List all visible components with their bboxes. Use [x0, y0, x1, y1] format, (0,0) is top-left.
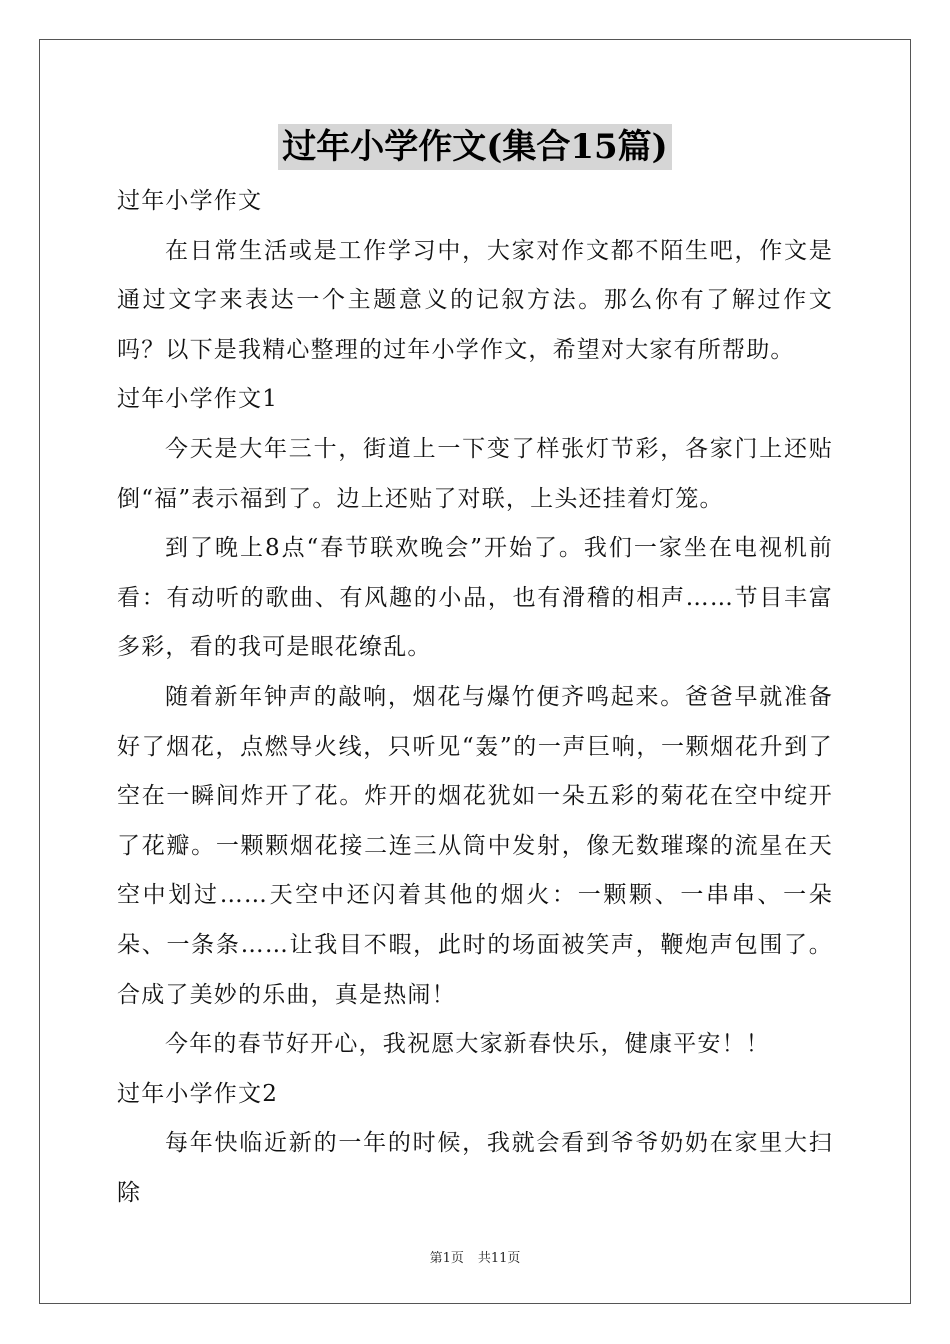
document-title: 过年小学作文(集合15篇) [278, 124, 672, 170]
paragraph: 每年快临近新的一年的时候，我就会看到爷爷奶奶在家里大扫除 [117, 1130, 833, 1206]
paragraph: 今天是大年三十，街道上一下变了样张灯节彩，各家门上还贴倒“福”表示福到了。边上还贴了对联，上头还挂着灯笼。 [117, 435, 833, 512]
title-container [0, 124, 950, 170]
page-number: 第1页 [429, 1251, 464, 1266]
total-pages: 共11页 [477, 1251, 521, 1266]
page-footer [0, 1247, 950, 1266]
document-body [117, 177, 833, 1218]
section-heading: 过年小学作文1 [117, 386, 279, 413]
section-heading: 过年小学作文2 [117, 1080, 279, 1107]
paragraph: 今年的春节好开心，我祝愿大家新春快乐，健康平安！！ [165, 1031, 770, 1058]
paragraph: 到了晚上8点“春节联欢晚会”开始了。我们一家坐在电视机前看：有动听的歌曲、有风趣的小品，也有滑稽的相声……节目丰富多彩，看的我可是眼花缭乱。 [117, 535, 833, 661]
section-heading: 过年小学作文 [117, 188, 263, 214]
paragraph: 在日常生活或是工作学习中，大家对作文都不陌生吧，作文是通过文字来表达一个主题意义的记叙方法。那么你有了解过作文吗？以下是我精心整理的过年小学作文，希望对大家有所帮助。 [117, 237, 833, 363]
paragraph: 随着新年钟声的敲响，烟花与爆竹便齐鸣起来。爸爸早就准备好了烟花，点燃导火线，只听见“轰”的一声巨响，一颗烟花升到了空在一瞬间炸开了花。炸开的烟花犹如一朵五彩的菊花在空中绽开了花瓣。一颗颗烟花接二连三从筒中发射，像无数璀璨的流星在天空中划过……天空中还闪着其他的烟火：一颗颗、一串串、一朵朵、一条条……让我目不暇，此时的场面被笑声，鞭炮声包围了。合成了美妙的乐曲，真是热闹！ [117, 683, 833, 1008]
